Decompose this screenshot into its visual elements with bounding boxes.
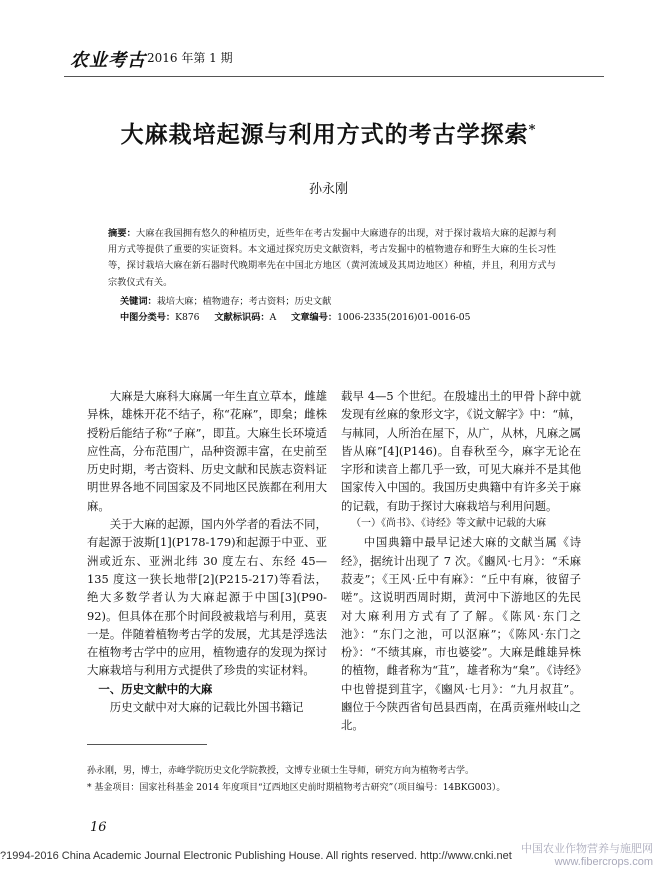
- article-id-label: 文章编号：: [291, 312, 338, 323]
- footnotes: [87, 763, 587, 797]
- abstract: [108, 226, 556, 291]
- copyright-line: ?1994-2016 China Academic Journal Electronic Publishing House. All rights reserved. http://www.cnki.net: [0, 850, 512, 862]
- title-footnote-mark: *: [528, 122, 537, 138]
- article-id-field: [291, 312, 470, 323]
- journal-logo: 农业考古: [70, 50, 146, 71]
- section-heading: 一、历史文献中的大麻: [98, 681, 213, 696]
- article-title: [0, 116, 657, 149]
- body-paragraph: 历史文献中对大麻的记载比外国书籍记: [109, 700, 304, 715]
- body-paragraph: 大麻是大麻科大麻属一年生直立草本，雌雄异株，雄株开花不结子，称“花麻”，即枲；雌株授粉后能结子称“子麻”，即苴。大麻生长环境适应性高，分布范围广，品种资源丰富，在史前至历史时期，考古资料、历史文献和民族志资料证明世界各地不同国家及不同地区民族都在利用大麻。: [87, 389, 327, 513]
- keywords: [120, 293, 331, 307]
- title-text: 大麻栽培起源与利用方式的考古学探索: [120, 121, 529, 148]
- watermark-line-2: www.fibercrops.com: [554, 856, 653, 868]
- issue-label: 2016 年第 1 期: [147, 51, 233, 65]
- doc-code-field: [214, 312, 276, 323]
- watermark-line-1: 中国农业作物营养与施肥网: [521, 843, 653, 855]
- keywords-label: 关键词：: [120, 296, 157, 307]
- body-paragraph: 载早 4—5 个世纪。在殷墟出土的甲骨卜辞中就发现有丝麻的象形文字，《说文解字》中：“𣏟，与𣏟同，人所治在屋下，从广，从林，凡麻之属皆从麻”[4](P146)。自春秋至今，麻字无论在字形和读音上都几乎一致，可见大麻并不是其他国家传入中国的。我国历史典籍中有许多关于麻的记载，有助于探讨大麻栽培与利用问题。: [341, 389, 581, 513]
- footnote-rule: [87, 744, 207, 745]
- abstract-text: 大麻在我国拥有悠久的种植历史，近些年在考古发掘中大麻遗存的出现，对于探讨栽培大麻的起源与利用方式等提供了重要的实证资料。本文通过探究历史文献资料，考古发掘中的植物遗存和野生大麻的生长习性等，探讨栽培大麻在新石器时代晚期率先在中国北方地区（黄河流域及其周边地区）种植，并且，利用方式与宗教仪式有关。: [108, 228, 557, 288]
- clc-label: 中图分类号：: [120, 312, 176, 323]
- clc-value: K876: [175, 312, 200, 323]
- footnote-funding: * 基金项目：国家社科基金 2014 年度项目“辽西地区史前时期植物考古研究”（项目编号：14BKG003）。: [87, 783, 506, 793]
- clc-field: [120, 312, 200, 323]
- article-id-value: 1006-2335(2016)01-0016-05: [337, 312, 471, 323]
- body-paragraph: 关于大麻的起源，国内外学者的看法不同，有起源于波斯[1](P178-179)和起源于中亚、亚洲或近东、亚洲北纬 30 度左右、东经 45—135 度这一狭长地带[2](P215-217)等看法，绝大多数学者认为大麻起源于中国[3](P90-92)。但具体在那个时间段被栽培与利用，莫衷一是。伴随着植物考古学的发展，尤其是浮选法在植物考古学中的应用，植物遗存的发现为探讨大麻栽培与利用方式提供了珍贵的实证材料。: [87, 517, 327, 678]
- footnote-author: 孙永刚，男，博士，赤峰学院历史文化学院教授，文博专业硕士生导师，研究方向为植物考古学。: [87, 766, 475, 776]
- body-paragraph: 中国典籍中最早记述大麻的文献当属《诗经》，据统计出现了 7 次。《豳风·七月》：“禾麻菽麦”；《王风·丘中有麻》：“丘中有麻，彼留子嗟”。这说明西周时期，黄河中下游地区的先民对大麻利用方式有了了解。《陈风·东门之池》：“东门之池，可以沤麻”；《陈风·东门之枌》：“不绩其麻，市也婆娑”。大麻是雌雄异株的植物，雌者称为“苴”，雄者称为“枲”。《诗经》中也曾提到苴字，《豳风·七月》：“九月叔苴”。豳位于今陕西省旬邑县西南，在禹贡雍州岐山之北。: [341, 535, 581, 733]
- section-heading: （一）《尚书》、《诗经》等文献中记载的大麻: [351, 518, 546, 530]
- article-meta: [120, 309, 482, 323]
- doc-code-value: A: [269, 312, 277, 323]
- body-column-right: [341, 387, 581, 735]
- page-number: 16: [90, 820, 107, 835]
- header-rule: [64, 76, 604, 77]
- doc-code-label: 文献标识码：: [214, 312, 270, 323]
- author-name: 孙永刚: [308, 182, 348, 197]
- body-column-left: [87, 387, 327, 716]
- watermark: [515, 843, 653, 869]
- keywords-text: 栽培大麻；植物遗存；考古资料；历史文献: [156, 296, 332, 307]
- abstract-label: 摘要：: [108, 228, 137, 239]
